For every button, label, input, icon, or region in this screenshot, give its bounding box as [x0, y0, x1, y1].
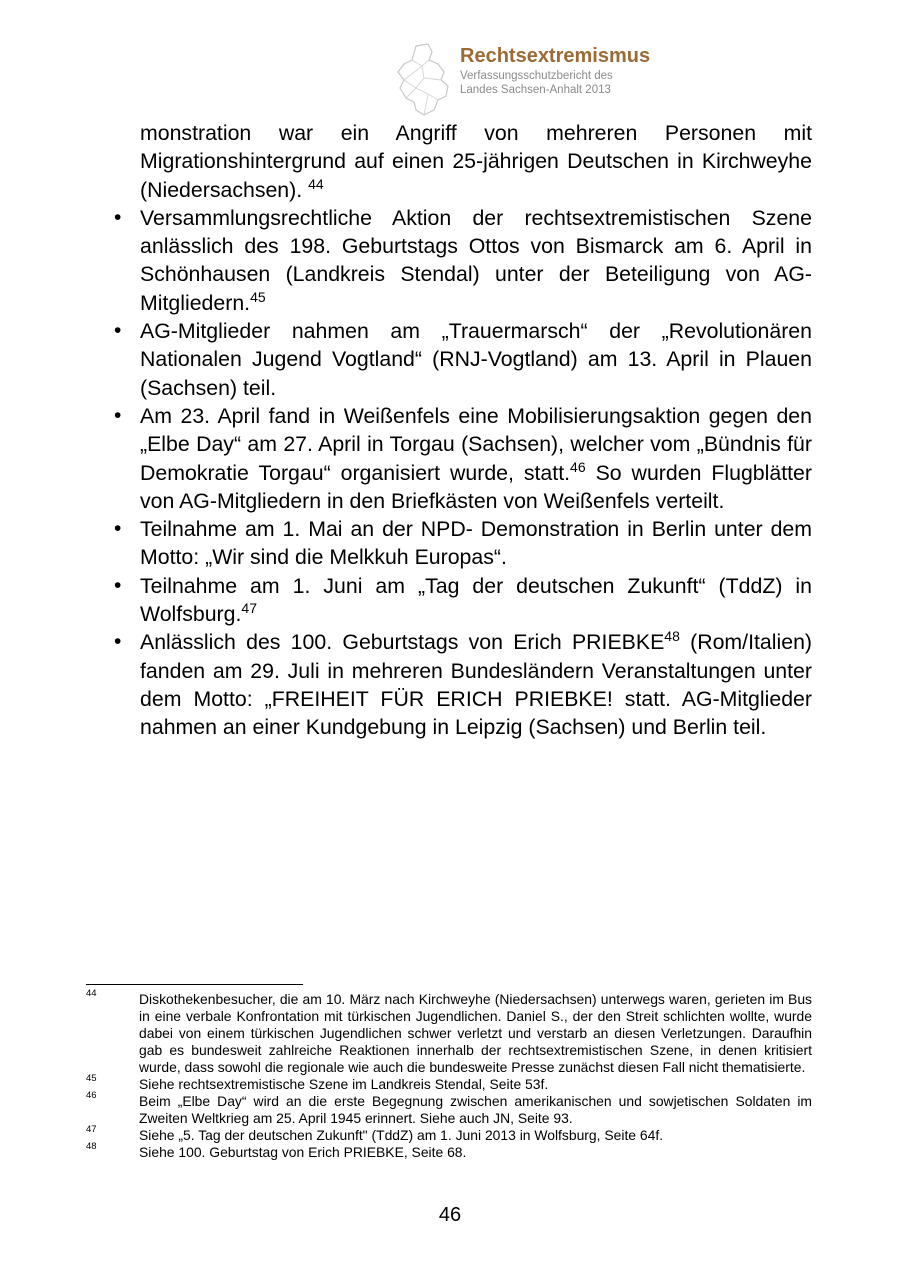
footnote — [86, 1073, 812, 1093]
list-item — [105, 572, 812, 629]
footnote — [86, 988, 812, 1076]
bullet-icon: • — [114, 573, 122, 597]
footnote — [86, 1124, 812, 1144]
footnote-number: 48 — [86, 1141, 97, 1152]
header-subtitle — [460, 69, 613, 97]
list-item-text-continued: So wurden Flugblätter von AG-Mitgliedern in den Briefkästen von Weißenfels verteilt. — [140, 460, 812, 513]
list-item-text-continued: (Rom/Italien) fanden am 29. Juli in mehreren Bundesländern Veranstaltungen unter dem Motto: „FREIHEIT FÜR ERICH PRIEBKE! statt. AG-Mitglieder nahmen an einer Kundgebung in Leipzig (Sachsen) und Berlin teil. — [140, 630, 813, 740]
main-text — [105, 119, 812, 742]
bullet-icon: • — [114, 319, 122, 343]
list-item-text: Anlässlich des 100. Geburtstags von Erich PRIEBKE — [140, 630, 665, 655]
list-item-text: Teilnahme am 1. Juni am „Tag der deutschen Zukunft“ (TddZ) in Wolfsburg. — [140, 573, 812, 627]
header-subtitle-line1: Verfassungsschutzbericht des — [460, 70, 613, 82]
list-item-text: Versammlungsrechtliche Aktion der rechtsextremistischen Szene anlässlich des 198. Geburtstags Ottos von Bismarck am 6. April in Schönhausen (Landkreis Stendal) unter der Beteiligung von AG- Mitgliedern. — [140, 205, 812, 315]
list-item — [105, 628, 812, 741]
footnotes — [86, 988, 812, 1161]
footnote-text: Diskothekenbesucher, die am 10. März nach Kirchweyhe (Niedersachsen) unterwegs waren, gerieten im Bus in eine verbale Konfrontation mit türkischen Jugendlichen. Daniel S., der den Streit schlichten wollte, wurde dabei von einem türkischen Jugendlichen schwer verletzt und verstarb an diesen Verletzungen. Daraufhin gab es bundesweit zahlreiche Reaktionen innerhalb der rechtsextremistischen Szene, in denen kritisiert wurde, dass sowohl die regionale wie auch die bundesweite Presse zunächst diesen Fall nicht thematisierte. — [139, 991, 812, 1075]
list-item — [105, 515, 812, 572]
footnote — [86, 1090, 812, 1127]
footnote-number: 46 — [86, 1090, 97, 1101]
header-subtitle-line2: Landes Sachsen-Anhalt 2013 — [460, 84, 611, 96]
footnote-text: Beim „Elbe Day“ wird an die erste Begegnung zwischen amerikanischen und sowjetischen Soldaten im Zweiten Weltkrieg am 25. April 1945 erinnert. Siehe auch JN, Seite 93. — [139, 1093, 812, 1126]
list-item — [105, 204, 812, 317]
footnote-ref-47: 47 — [241, 600, 257, 617]
bullet-icon: • — [114, 630, 122, 654]
list-item — [105, 402, 812, 515]
continuation-text: monstration war ein Angriff von mehreren Personen mit Migrationshintergrund auf einen 25-jährigen Deutschen in Kirchweyhe (Niedersachsen). — [140, 121, 812, 202]
footnote-text: Siehe „5. Tag der deutschen Zukunft" (TddZ) am 1. Juni 2013 in Wolfsburg, Seite 64f. — [139, 1127, 664, 1143]
footnote-separator — [86, 984, 303, 985]
bullet-icon: • — [114, 205, 122, 229]
list-item-text: Am 23. April fand in Weißenfels eine Mobilisierungsaktion gegen den „Elbe Day“ am 27. April in Torgau (Sachsen), welcher vom „Bündnis für Demokratie Torgau“ organisiert wurde, statt. — [140, 403, 812, 485]
footnote-number: 45 — [86, 1073, 97, 1084]
list-item-text: AG-Mitglieder nahmen am „Trauermarsch“ der „Revolutionären Nationalen Jugend Vogtland“ (RNJ-Vogtland) am 13. April in Plauen (Sachsen) teil. — [140, 319, 812, 400]
list-item — [105, 317, 812, 402]
continuation-paragraph — [105, 119, 812, 204]
bullet-icon: • — [114, 403, 122, 427]
page-header — [394, 42, 714, 118]
footnote-ref-46: 46 — [570, 458, 586, 475]
footnote-ref-44: 44 — [308, 175, 324, 192]
footnote-number: 47 — [86, 1124, 97, 1135]
footnote-text: Siehe 100. Geburtstag von Erich PRIEBKE, Seite 68. — [139, 1144, 467, 1160]
footnote-ref-45: 45 — [250, 288, 266, 305]
footnote-text: Siehe rechtsextremistische Szene im Landkreis Stendal, Seite 53f. — [139, 1076, 549, 1092]
page-number: 46 — [438, 1204, 462, 1226]
footnote-number: 44 — [86, 988, 97, 999]
list-item-text: Teilnahme am 1. Mai an der NPD- Demonstration in Berlin unter dem Motto: „Wir sind die Melkkuh Europas“. — [140, 517, 812, 570]
header-title: Rechtsextremismus — [460, 45, 651, 67]
saxony-anhalt-map-icon — [394, 42, 456, 118]
footnote-ref-48: 48 — [664, 628, 680, 645]
bullet-icon: • — [114, 517, 122, 541]
footnote — [86, 1141, 812, 1161]
